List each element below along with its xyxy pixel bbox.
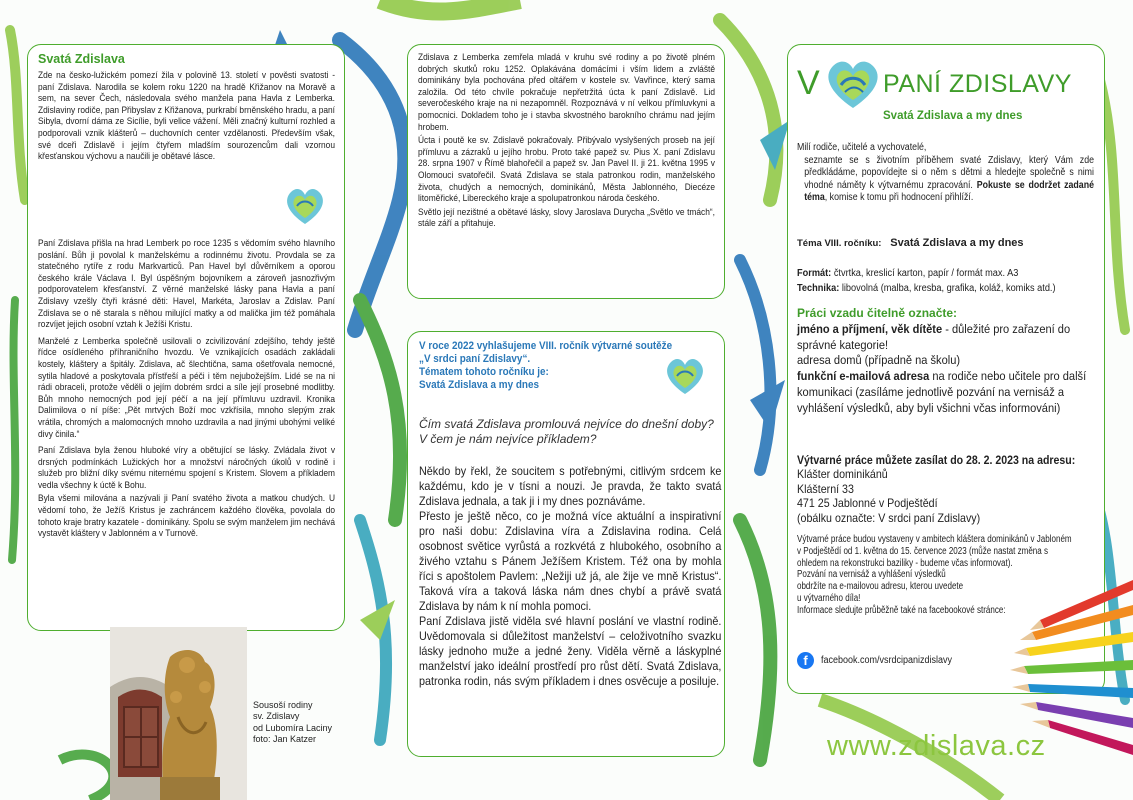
left-paragraph-1: Zde na česko-lužickém pomezí žila v polovině 13. století v pověsti svatosti - paní Zdislava. Narodila se kolem roku 1220 na hradě Křižanov na Moravě a sem, na sever Čech, následovala svého manžela pana Havla z Lemberka. Zdislaviny rodiče, pan Přibyslav z Křižanova, purkrabí brněnského hradu, a paní Sibyla, dvorní dáma ze Sicílie, byli velice vážení. Měli značný kulturní rozhled a podporovali vznik klášterů – duchovních center vzdělanosti. Především však, své dceři Zdislavě i jejím čtyřem mladším sourozencům dali vzornou křesťanskou výchovu a naučili je obětavé lásce. (38, 70, 335, 162)
theme-value: Svatá Zdislava a my dnes (890, 237, 1024, 249)
right-intro (797, 142, 1094, 205)
format-row (797, 266, 1091, 281)
caption-line-2: sv. Zdislavy (253, 711, 300, 722)
intro-text: seznamte se s životním příběhem svaté Zdislavy, který Vám zde předkládáme, popovídejte si o něm s dětmi a hledejte společně s nimi vhodné náměty k výtvarnému zpracování. (804, 154, 1094, 191)
address-line-3: 471 25 Jablonné v Podještědí (797, 497, 938, 510)
left-paragraph-5: Byla všemi milována a nazývali ji Paní svatého života a matkou chudých. U vědomí toho, že Ježíš Kristus je zachráncem každého člověka, povolala do tohoto kraje bratry kazatele - dominikány. Spolu se svým manželem jim nechává vystavět kláštery v Jablonném a v Turnově. (38, 493, 336, 539)
format-block (797, 266, 1091, 296)
heart-logo-icon (663, 356, 707, 396)
mark-item-2: adresa domů (případně na školu) (797, 353, 961, 368)
photo-caption (253, 700, 332, 745)
format-label: Formát: (797, 268, 832, 279)
middle-paragraph-2: Úcta i poutě ke sv. Zdislavě pokračovaly. Přibývalo vyslyšených proseb na její přímluvu a zázraků u jejího hrobu. Proto také papež sv. Pius X. paní Zdislavu 28. srpna 1907 v Římě blahořečil a papež sv. Jan Pavel II. ji 21. května 1995 v Olomouci svatořečil. Svatá Zdislava se stala patronkou rodin, manželského života, chudých a nemocných, dominikánů, Města Jablonného, Diecéze litoměřické, Libereckého kraje a spolupatronkou národa českého. (418, 135, 715, 204)
exhibit-text: Výtvarné práce budou vystaveny v ambitech kláštera dominikánů v Jabloném v Podještědí od 1. května do 15. července 2023 (může nastat změna s ohledem na rekonstrukci baziliky - budeme včas informovat). (797, 534, 1072, 569)
mark-item-1-bold: jméno a příjmení, věk dítěte (797, 322, 943, 336)
essay-paragraph-2: Přesto je ještě něco, co je možná více aktuální a inspirativní pro naši dobu: Zdislavina víra a Zdislavina rodina. Celá osobnost světice vyrůstá a rozkvétá z hlubokého, osobního a živého vztahu s Pánem Ježíšem Kristem. Též ona by mohla říci s apoštolem Pavlem: „Nežiji už já, ale žije ve mně Kristus“. Taková víra a taková láska nám dnes chybí a právě svatá Zdislava by nám k ní mohla pomoci. (419, 509, 722, 613)
heart-logo-icon (823, 58, 883, 110)
logo-text: PANÍ ZDISLAVY (883, 70, 1072, 98)
intro-tail: , komise k tomu při hodnocení přihlíží. (824, 192, 974, 203)
logo-letter-v: V (797, 64, 820, 102)
middle-essay (419, 464, 721, 689)
contest-question: Čím svatá Zdislava promlouvá nejvíce do dnešní doby? V čem je nám nejvíce příkladem? (419, 417, 714, 446)
mark-item-3-rest: na rodiče nebo učitele pro další komunikaci (zasíláme jednotlivě pozvání na vernisáž a vyhlášení výsledků, aby byli všichni včas informováni) (797, 369, 1087, 415)
intro-body (797, 155, 1094, 205)
caption-line-4: foto: Jan Katzer (253, 733, 317, 744)
technique-row (797, 281, 1091, 296)
technique-label: Technika: (797, 283, 840, 294)
invite-line-2: obdržíte na e-mailovou adresu, kterou uvedete (797, 581, 964, 593)
send-heading: Výtvarné práce můžete zasílat do 28. 2. 2023 na adresu: (797, 453, 1076, 467)
facebook-row[interactable] (797, 650, 1057, 670)
statue-photo (110, 627, 247, 800)
intro-bold: Pokuste se dodržet zadané téma (804, 179, 1094, 203)
contest-line-3: Tématem tohoto ročníku je: (419, 366, 549, 378)
left-paragraph-3: Manželé z Lemberka společně usilovali o zcivilizování zdejšího, tehdy ještě řídce osídleného příhraničního hvozdu. Ve vznikajících osadách zakládali kostely, kláštery a špitály. Zdislava, ač šlechtična, sama ošetřovala nemocné, sytila hladové a poskytovala přístřeší a péči i těm nejubožejším. Lidé se na ni rádi obraceli, protože věděli o jejím dobrém srdci a síle její prosebné modlitby. Bůh mnoho nemocných pod její péčí a na její přímluvu uzdravil. Kronika Dalimilova o ní píše: „Pět mrtvých Boží moc vzkřísila, mnoho slepým zrak vrátila, chromých a malomocných mnoho uzdravila a nad jinými ubohými veliké divy činila.“ (38, 335, 335, 439)
mark-item-1 (797, 322, 1094, 353)
address-line-2: Klášterní 33 (797, 482, 854, 496)
address-block (797, 468, 1091, 526)
contest-line-4: Svatá Zdislava a my dnes (419, 379, 539, 391)
logo (797, 58, 1097, 106)
mark-item-1-rest: - důležité pro zařazení do správné kategorie! (797, 322, 1071, 352)
format-value: čtvrtka, kreslicí karton, papír / formát max. A3 (833, 268, 1019, 279)
left-paragraph-2: Paní Zdislava přišla na hrad Lemberk po roce 1235 s vědomím svého hlavního poslání. Bůh ji povolal k manželskému a rodinnému životu. Provdala se za statečného rytíře z rodu Markvarticů. Pan Havel byl důvěrníkem a oporou českého krále Václava I. Byl úspěšným bojovníkem a zároveň jasnozřivým podporovatelem křesťanství. Z věrné manželské lásky pana Havla a paní Zdislavy vzešly čtyři krásné děti: Havel, Markéta, Jaroslav a Zdislav. Paní Zdislava se o ně starala s něhou milující matky a od malička jim též pomáhala rozvíjet jejich osobní vztah k Ježíši Kristu. (38, 238, 335, 330)
facebook-link[interactable]: facebook.com/vsrdcipanizdislavy (821, 654, 953, 666)
intro-greeting: Milí rodiče, učitelé a vychovatelé, (797, 142, 927, 153)
middle-top-content (418, 52, 748, 232)
info-line: Informace sledujte průběžně také na facebookové stránce: (797, 604, 1006, 616)
heart-logo-icon (283, 186, 327, 226)
contest-line-1: V roce 2022 vyhlašujeme VIII. ročník výtvarné soutěže (419, 340, 673, 352)
essay-paragraph-1: Někdo by řekl, že soucitem s potřebnými, citlivým srdcem ke každému, kdo je v tísni a nouzi. Je pravda, že takto svatá Zdislava jednala, a tak ji i my dnes poznáváme. (419, 464, 722, 508)
mark-heading: Práci vzadu čitelně označte: (797, 306, 958, 320)
left-text-block-2 (38, 238, 335, 540)
theme-label: Téma VIII. ročníku: (797, 238, 882, 249)
mark-item-3-bold: funkční e-mailová adresa (797, 369, 930, 384)
left-title: Svatá Zdislava (38, 52, 125, 66)
contest-line-2: „V srdci paní Zdislavy“. (419, 353, 531, 365)
left-panel-content (38, 52, 368, 165)
address-line-4: (obálku označte: V srdci paní Zdislavy) (797, 511, 981, 525)
facebook-icon: f (797, 652, 814, 669)
invite-line-3: u výtvarného díla! (797, 592, 861, 604)
website-url[interactable]: www.zdislava.cz (827, 730, 1046, 762)
technique-value: libovolná (malba, kresba, grafika, koláž, komiks atd.) (841, 283, 1056, 294)
invite-line-1: Pozvání na vernisáž a vyhlášení výsledků (797, 569, 946, 581)
mark-list (797, 322, 1094, 416)
theme-row (797, 237, 1097, 249)
address-line-1: Klášter dominikánů (797, 468, 888, 481)
contest-announcement (419, 340, 698, 392)
middle-paragraph-1: Zdislava z Lemberka zemřela mladá v kruhu své rodiny a po životě plném dobrých skutků roku 1252. Oplakávána domácími i vším lidem a zvláště dominikány byla pochována před oltářem v kostele sv. Vavřince, který sama založila. Od této chvíle pokračuje nepřetržitá úcta k paní Zdislavě. Lid severočeského kraje na ni nezapomněl. Rozpoznává v ní velkou přímluvkyni a pomocnici. Dokladem toho je i stavba skvostného barokního chrámu nad jejím hrobem. (418, 52, 715, 132)
left-text-block-1 (38, 70, 335, 163)
middle-paragraph-3: Světlo její nezištné a obětavé lásky, slovy Jaroslava Durycha „Světlo ve tmách“, stále září a přitahuje. (418, 206, 715, 229)
caption-line-1: Sousoší rodiny (253, 700, 313, 710)
caption-line-3: od Lubomíra Laciny (253, 722, 333, 733)
middle-text-block (418, 52, 715, 230)
essay-paragraph-3: Paní Zdislava jistě viděla své hlavní poslání ve vlastní rodině. Uvědomovala si důležitost manželství – celoživotního svazku lásky jednoho muže a jedné ženy. Viděla věrně a láskyplné manželství jako ideální prostředí pro růst dětí. Svatá Zdislava, patronka rodin, nás svým příkladem i dnes osvěcuje a posiluje. (419, 614, 722, 688)
right-subtitle: Svatá Zdislava a my dnes (883, 110, 1023, 122)
mark-item-3 (797, 369, 1094, 416)
left-paragraph-4: Paní Zdislava byla ženou hluboké víry a obětující se lásky. Zvládala život v drsných podmínkách Lužických hor a množství náročných úkolů v rodině i služeb pro bližní díky svému niternému spojení s Kristem. Slovem a příkladem vedla všechny k úctě k Bohu. (38, 445, 335, 490)
left-panel-content-2 (38, 238, 368, 542)
